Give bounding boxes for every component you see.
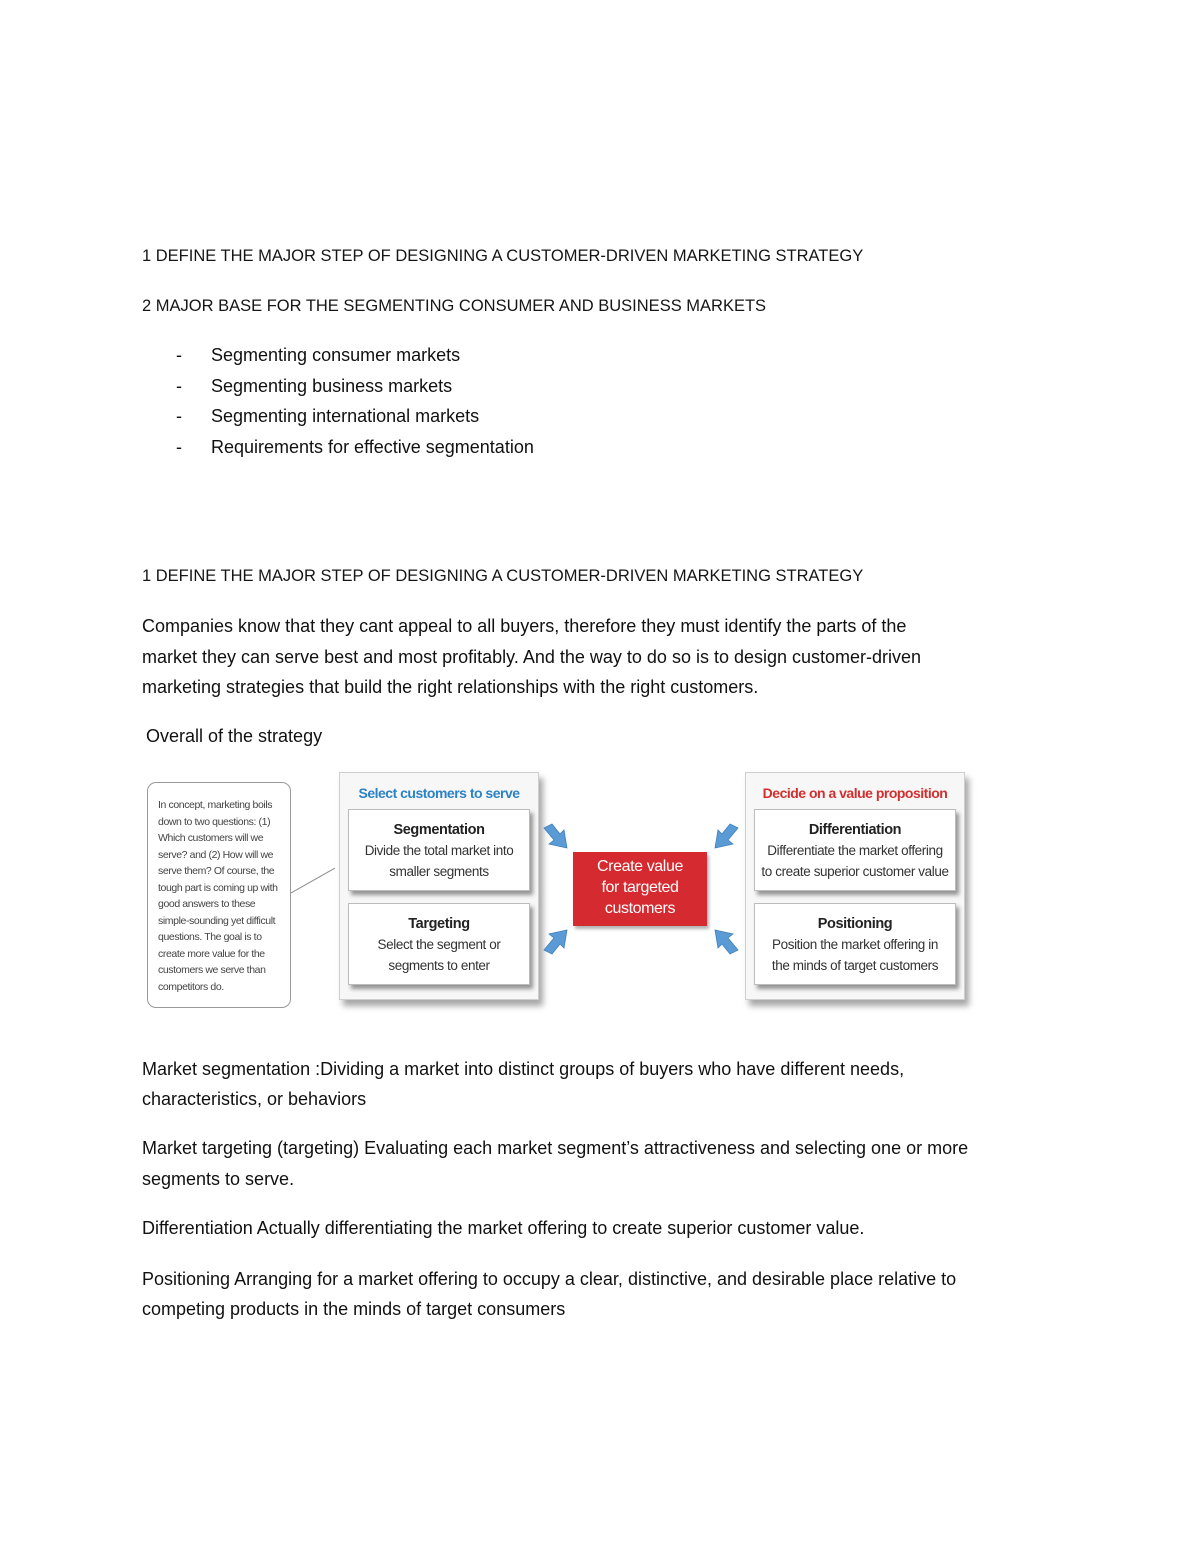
bullet-marker: - [176,345,182,365]
definition-line: Market segmentation :Dividing a market into distinct groups of buyers who have different needs, [142,1059,905,1079]
definition-line: Differentiation Actually differentiating the market offering to create superior customer value. [142,1218,865,1238]
arrow-up-right-icon [541,926,571,956]
list-item: Requirements for effective segmentation [211,437,534,457]
list-item: Segmenting business markets [211,376,453,396]
definition-line: characteristics, or behaviors [142,1089,367,1109]
positioning-desc-line: Position the market offering in [772,937,938,952]
positioning-desc-line: the minds of target customers [771,958,939,973]
section-heading: 1 DEFINE THE MAJOR STEP OF DESIGNING A CUSTOMER-DRIVEN MARKETING STRATEGY [142,567,864,585]
paragraph-line: Companies know that they cant appeal to all buyers, therefore they must identify the parts of the [142,616,907,636]
differentiation-desc-line: Differentiate the market offering [767,843,943,858]
targeting-desc-line: Select the segment or [377,937,501,952]
bullet-marker: - [176,437,182,457]
targeting-desc-line: segments to enter [388,958,490,973]
select-customers-title: Select customers to serve [358,785,520,801]
differentiation-title: Differentiation [808,822,902,838]
differentiation-desc-line: to create superior customer value [761,864,949,879]
note-connector-line [291,866,335,894]
paragraph-line: marketing strategies that build the right relationships with the right customers. [142,677,759,697]
list-item: Segmenting consumer markets [211,345,461,365]
paragraph-line: market they can serve best and most profitably. And the way to do so is to design customer-driven [142,647,922,667]
create-value-line: Create value [597,858,683,875]
create-value-line: for targeted [601,879,679,896]
arrow-down-left-icon [711,822,741,852]
differentiation-box [754,809,956,891]
definition-line: competing products in the minds of target consumers [142,1299,566,1319]
list-item: Segmenting international markets [211,406,480,426]
definition-line: segments to serve. [142,1169,295,1189]
segmentation-box [348,809,530,891]
arrow-down-right-icon [541,822,571,852]
create-value-box [573,852,707,926]
arrow-up-left-icon [711,926,741,956]
positioning-box [754,903,956,985]
positioning-title: Positioning [817,916,893,932]
strategy-diagram [145,766,975,1016]
segmentation-title: Segmentation [393,822,485,838]
bullet-marker: - [176,376,182,396]
outline-heading-1: 1 DEFINE THE MAJOR STEP OF DESIGNING A CUSTOMER-DRIVEN MARKETING STRATEGY [142,247,864,265]
definition-line: Positioning Arranging for a market offering to occupy a clear, distinctive, and desirable place relative to [142,1269,957,1289]
create-value-line: customers [604,900,676,917]
targeting-title: Targeting [408,916,470,932]
segmentation-desc-line: Divide the total market into [364,843,514,858]
segmentation-desc-line: smaller segments [389,864,489,879]
concept-note: In concept, marketing boils down to two questions: (1) Which customers will we serve? and (2) How will we serve them? Of course, the tough part is coming up with good answers to these simple-sounding yet difficult questions. The goal is to create more value for the customers we serve than competitors do. [147,782,291,1008]
overall-label: Overall of the strategy [146,726,323,746]
outline-heading-2: 2 MAJOR BASE FOR THE SEGMENTING CONSUMER AND BUSINESS MARKETS [142,297,767,315]
select-customers-panel [339,772,539,1000]
targeting-box [348,903,530,985]
value-proposition-panel [745,772,965,1000]
bullet-marker: - [176,406,182,426]
value-proposition-title: Decide on a value proposition [762,785,948,801]
definition-line: Market targeting (targeting) Evaluating each market segment’s attractiveness and selecting one or more [142,1138,969,1158]
